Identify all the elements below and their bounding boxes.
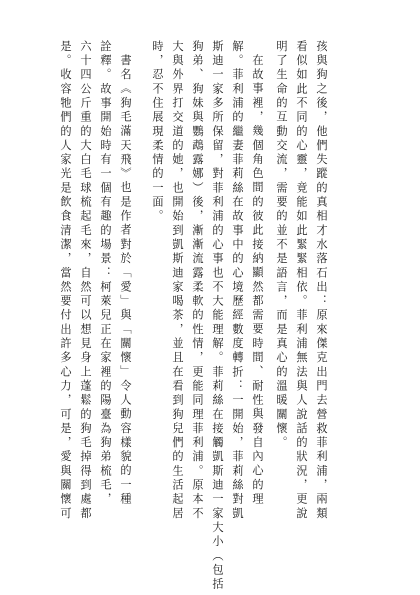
text-column: 時，忍不住展現柔情的一面。 (151, 40, 164, 224)
text-column: 六十四公斤重的大白毛球梳起毛來，自然可以想見身上蓬鬆的狗毛掉得到處都 (79, 40, 92, 522)
text-column: 明了生命的互動交流，需要的並不是語言，而是真心的溫暖關懷。 (275, 40, 288, 451)
text-column: 看似如此不同的心靈，竟能如此緊緊相依。菲利浦無法與人說話的狀況，更說 (295, 40, 308, 522)
text-column: 詮釋。故事開始時有一個有趣的場景：柯萊兒正在家裡的陽臺為狗弟梳毛， (99, 40, 112, 507)
text-column: 斯迪一家多所保留，對菲利浦的心事也不大能理解。菲莉絲在接觸凱斯迪一家大小（包括 (211, 40, 224, 592)
text-column: 書名《狗毛滿天飛》也是作者對於「愛」與「關懷」令人動容樣貌的一種 (119, 54, 132, 507)
text-column: 孩與狗之後，他們失蹤的真相才水落石出：原來傑克出門去營救菲利浦，兩類 (315, 40, 328, 522)
text-column: 狗弟、狗妹與鸚鵡露娜）後，漸漸流露柔軟的性情，更能同理菲利浦。原本不 (191, 40, 204, 522)
text-column: 是。收容牠們的人家光是飲食清潔，當然要付出許多心力，可是，愛與關懷可 (59, 40, 72, 522)
text-column: 大與外界打交道的她，也開始到凱斯迪家喝茶，並且在看到狗兒們的生活起居 (171, 40, 184, 522)
text-column: 在故事裡，幾個角色間的彼此接納顯然都需要時間、耐性與發自內心的理 (251, 54, 264, 507)
text-column: 解。菲利浦的繼妻菲莉絲在故事中的心境歷經數度轉折：一開始，菲莉絲對凱 (231, 40, 244, 522)
